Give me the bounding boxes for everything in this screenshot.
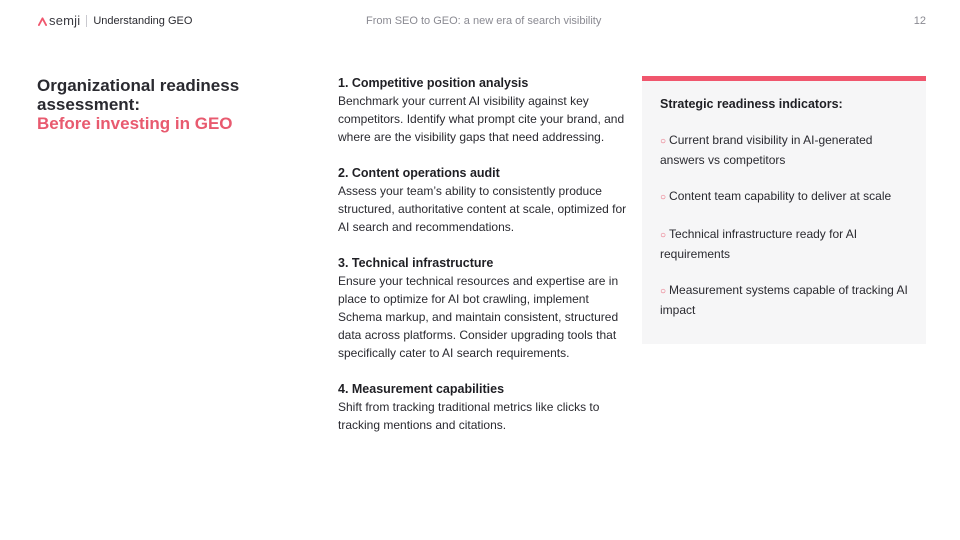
slide-header [38,13,926,29]
page-number: 12 [913,15,926,27]
semji-logo-icon [38,17,47,26]
indicator-item [660,281,908,319]
header-subtitle: From SEO to GEO: a new era of search visibility [366,15,602,27]
circle-bullet-icon: ○ [660,286,667,297]
assessment-sections [338,74,628,452]
panel-title: Strategic readiness indicators: [660,97,843,111]
circle-bullet-icon: ○ [660,230,667,241]
section-heading: 3. Technical infrastructure [338,256,494,270]
indicator-item [660,187,908,207]
section-measurement-capabilities [338,380,628,434]
circle-bullet-icon: ○ [660,136,667,147]
section-heading: 4. Measurement capabilities [338,382,505,396]
title-accent: Before investing in GEO [37,114,233,133]
section-heading: 2. Content operations audit [338,166,500,180]
logo-wordmark: semji [49,13,81,28]
header-divider [86,15,87,27]
section-body: Assess your team’s ability to consistently produce structured, authoritative content at scale, optimized for AI search and recommendations. [338,184,627,234]
readiness-indicators-panel [642,76,926,344]
section-body: Ensure your technical resources and expertise are in place to optimize for AI bot crawling, implement Schema markup, and maintain consistent, structured data across platforms. Consider upgrading tools that specifically cater to AI search requirements. [338,274,619,360]
section-technical-infrastructure [338,254,628,362]
indicator-text: Technical infrastructure ready for AI requirements [660,227,858,261]
circle-bullet-icon: ○ [660,192,667,203]
indicator-text: Content team capability to deliver at scale [669,189,892,203]
slide-title [37,76,307,133]
section-competitive-position [338,74,628,146]
indicator-text: Current brand visibility in AI-generated answers vs competitors [660,133,873,167]
deck-title: Understanding GEO [93,15,193,27]
section-content-operations [338,164,628,236]
section-body: Benchmark your current AI visibility against key competitors. Identify what prompt cite your brand, and where are the visibility gaps that need addressing. [338,94,625,144]
title-line-2: assessment: [37,95,141,114]
section-body: Shift from tracking traditional metrics like clicks to tracking mentions and citations. [338,400,600,432]
header-brand [38,13,192,29]
indicator-item [660,131,908,169]
title-line-1: Organizational readiness [37,76,240,95]
indicator-text: Measurement systems capable of tracking AI impact [660,283,908,317]
section-heading: 1. Competitive position analysis [338,76,529,90]
indicator-item [660,225,908,263]
